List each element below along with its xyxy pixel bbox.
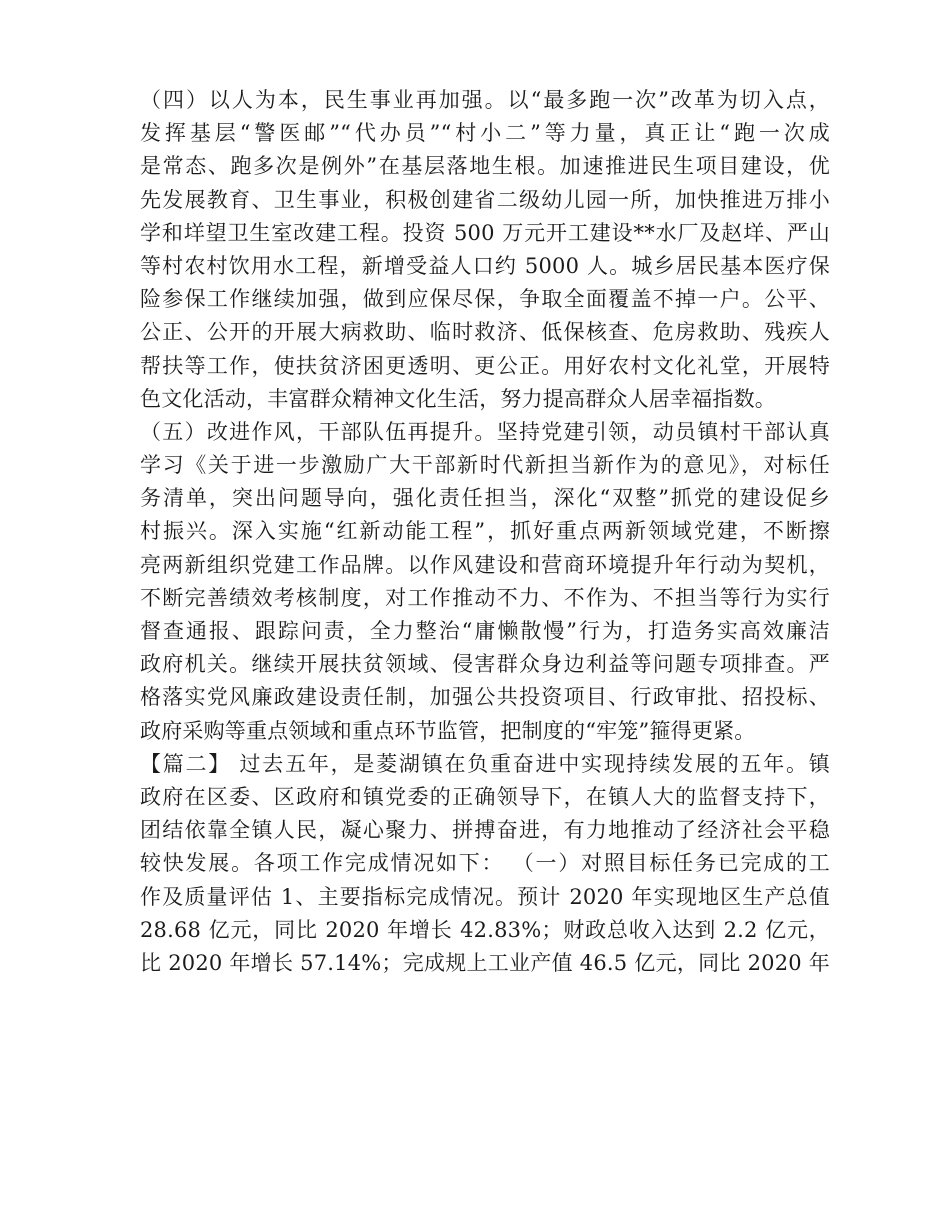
text-line: 【篇二】 过去五年，是菱湖镇在负重奋进中实现持续发展的五年。镇: [140, 751, 830, 776]
text-line: 作及质量评估 1、主要指标完成情况。预计 2020 年实现地区生产总值: [140, 884, 830, 909]
text-line: 先发展教育、卫生事业，积极创建省二级幼儿园一所，加快推进万排小: [140, 187, 830, 212]
text-line: （五）改进作风，干部队伍再提升。坚持党建引领，动员镇村干部认真: [140, 419, 830, 444]
text-line: 督查通报、跟踪问责，全力整治“庸懒散慢”行为，打造务实高效廉洁: [140, 619, 830, 643]
text-line: 帮扶等工作，使扶贫济困更透明、更公正。用好农村文化礼堂，开展特: [140, 353, 830, 378]
text-line: 险参保工作继续加强，做到应保尽保，争取全面覆盖不掉一户。公平、: [140, 287, 830, 312]
text-line: 政府在区委、区政府和镇党委的正确领导下，在镇人大的监督支持下，: [140, 784, 830, 809]
text-line: 色文化活动，丰富群众精神文化生活，努力提高群众人居幸福指数。: [140, 386, 776, 411]
text-line: 政府机关。继续开展扶贫领域、侵害群众身边利益等问题专项排查。严: [140, 652, 830, 677]
text-line: 政府采购等重点领域和重点环节监管，把制度的“牢笼”箍得更紧。: [140, 718, 756, 743]
text-line: 是常态、跑多次是例外”在基层落地生根。加速推进民生项目建设，优: [140, 154, 830, 179]
text-line: （四）以人为本，民生事业再加强。以“最多跑一次”改革为切入点，: [140, 88, 830, 112]
text-line: 等村农村饮用水工程，新增受益人口约 5000 人。城乡居民基本医疗保: [140, 253, 830, 278]
text-line: 团结依靠全镇人民，凝心聚力、拼搏奋进，有力地推动了经济社会平稳: [140, 818, 830, 843]
text-line: 村振兴。深入实施“红新动能工程”，抓好重点两新领域党建，不断擦: [140, 519, 830, 544]
text-line: 不断完善绩效考核制度，对工作推动不力、不作为、不担当等行为实行: [140, 585, 830, 610]
text-line: 学和垟望卫生室改建工程。投资 500 万元开工建设**水厂及赵垟、严山: [140, 220, 830, 245]
text-line: 公正、公开的开展大病救助、临时救济、低保核查、危房救助、残疾人: [140, 320, 830, 345]
text-line: 较快发展。各项工作完成情况如下： （一）对照目标任务已完成的工: [140, 851, 830, 876]
text-line: 比 2020 年增长 57.14%；完成规上工业产值 46.5 亿元，同比 2020 年: [140, 950, 830, 975]
text-line: 格落实党风廉政建设责任制，加强公共投资项目、行政审批、招投标、: [140, 685, 830, 710]
text-line: 务清单，突出问题导向，强化责任担当，深化“双整”抓党的建设促乡: [140, 486, 830, 511]
text-line: 学习《关于进一步激励广大干部新时代新担当新作为的意见》，对标任: [140, 453, 830, 478]
text-line: 发挥基层“警医邮”“代办员”“村小二”等力量，真正让“跑一次成: [140, 121, 830, 146]
text-line: 28.68 亿元，同比 2020 年增长 42.83%；财政总收入达到 2.2 亿元，: [140, 917, 830, 942]
text-line: 亮两新组织党建工作品牌。以作风建设和营商环境提升年行动为契机，: [140, 552, 830, 577]
document-body: [140, 84, 830, 980]
